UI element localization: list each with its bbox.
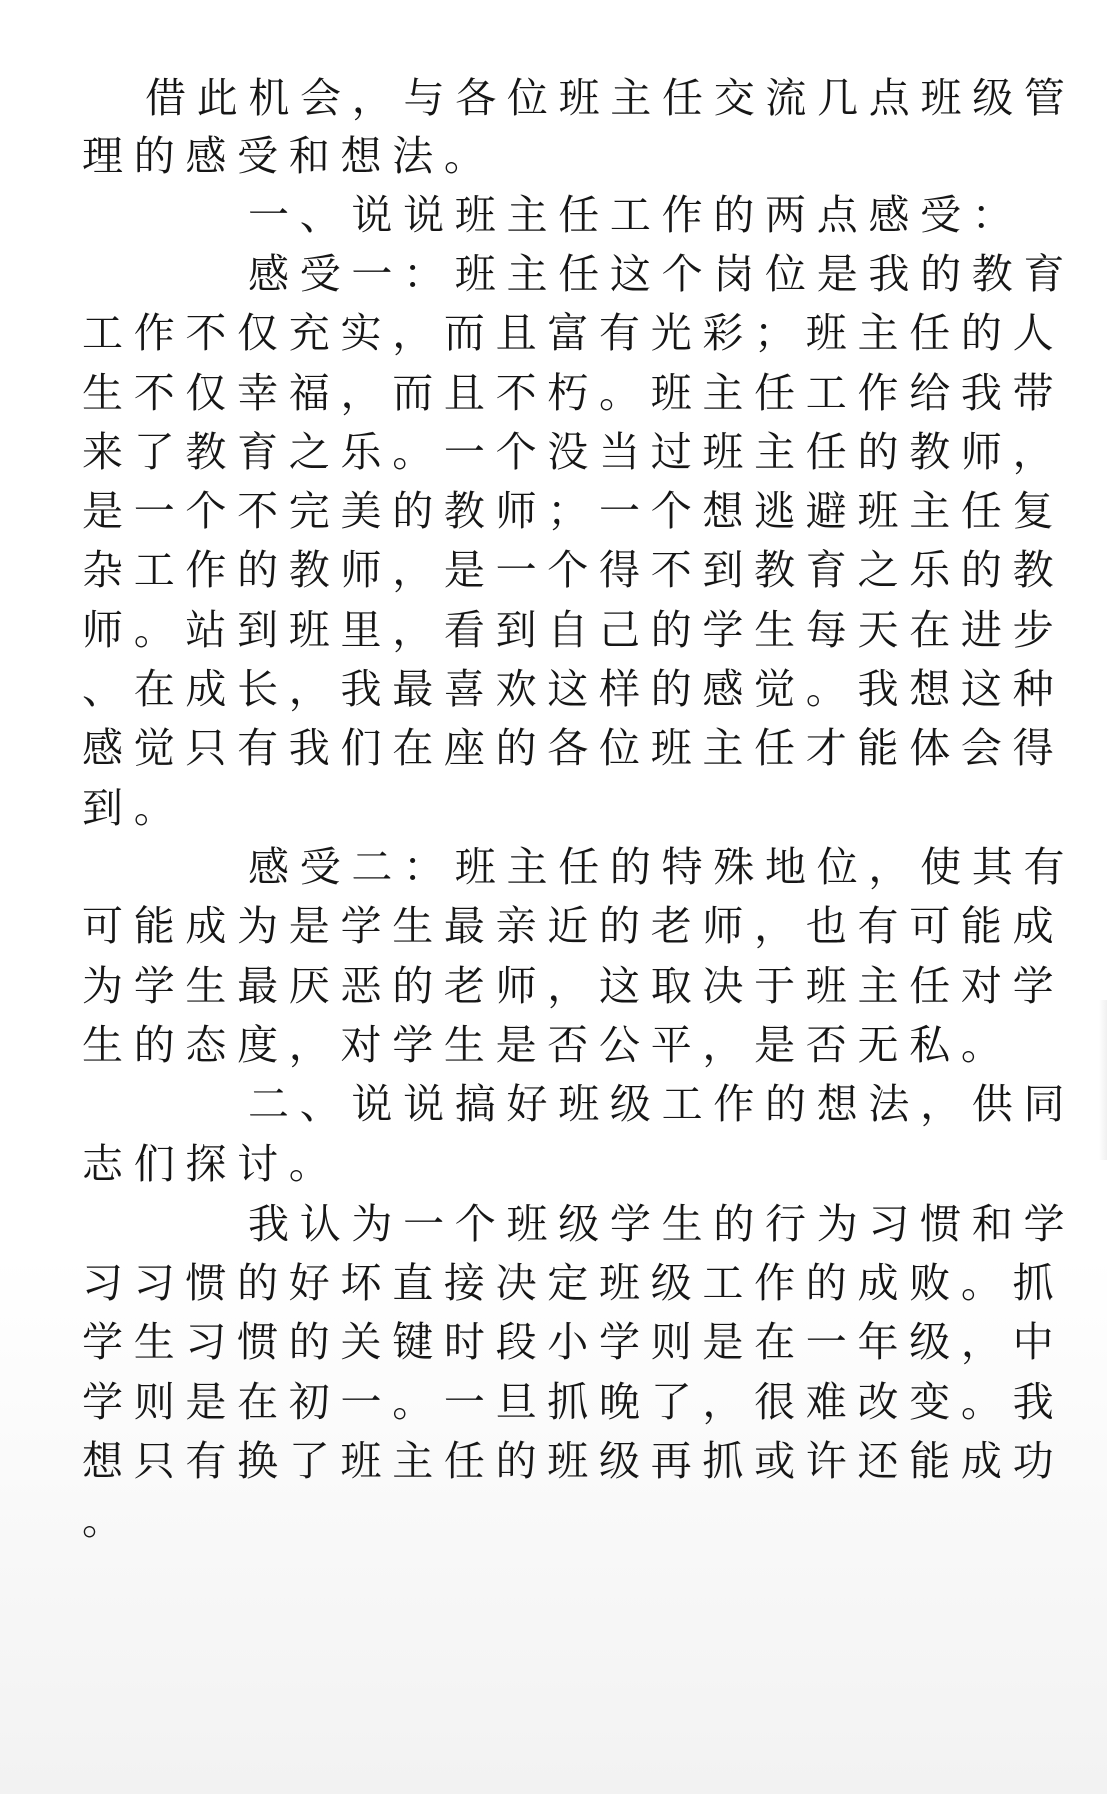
text-line-5: 工作不仅充实，而且富有光彩；班主任的人: [82, 309, 1065, 357]
text-line-21: 习习惯的好坏直接决定班级工作的成败。抓: [82, 1259, 1065, 1307]
text-line-11: 、在成长，我最喜欢这样的感觉。我想这种: [82, 665, 1065, 713]
text-line-6: 生不仅幸福，而且不朽。班主任工作给我带: [82, 369, 1065, 417]
text-line-4: 感受一：班主任这个岗位是我的教育: [248, 250, 1076, 298]
text-line-15: 可能成为是学生最亲近的老师，也有可能成: [82, 902, 1065, 950]
text-line-2: 理的感受和想法。: [82, 132, 496, 180]
text-line-9: 杂工作的教师，是一个得不到教育之乐的教: [82, 546, 1065, 594]
text-line-24: 想只有换了班主任的班级再抓或许还能成功: [82, 1437, 1065, 1485]
text-line-23: 学则是在初一。一旦抓晚了，很难改变。我: [82, 1378, 1065, 1426]
text-line-20: 我认为一个班级学生的行为习惯和学: [248, 1200, 1076, 1248]
text-line-10: 师。站到班里，看到自己的学生每天在进步: [82, 606, 1065, 654]
text-line-25: 。: [82, 1496, 134, 1544]
page-edge-shadow: [1099, 1000, 1107, 1160]
text-line-13: 到。: [82, 784, 186, 832]
section-heading-2: 二、说说搞好班级工作的想法，供同: [248, 1080, 1076, 1128]
text-line-12: 感觉只有我们在座的各位班主任才能体会得: [82, 724, 1065, 772]
text-line-8: 是一个不完美的教师；一个想逃避班主任复: [82, 487, 1065, 535]
text-line-22: 学生习惯的关键时段小学则是在一年级，中: [82, 1318, 1065, 1366]
text-line-19: 志们探讨。: [82, 1140, 341, 1188]
text-line-14: 感受二：班主任的特殊地位，使其有: [248, 843, 1076, 891]
text-line-7: 来了教育之乐。一个没当过班主任的教师，: [82, 428, 1065, 476]
text-line-1: 借此机会，与各位班主任交流几点班级管: [145, 74, 1076, 122]
text-line-17: 生的态度，对学生是否公平，是否无私。: [82, 1021, 1013, 1069]
section-heading-1: 一、说说班主任工作的两点感受：: [248, 191, 1024, 239]
text-line-16: 为学生最厌恶的老师，这取决于班主任对学: [82, 962, 1065, 1010]
